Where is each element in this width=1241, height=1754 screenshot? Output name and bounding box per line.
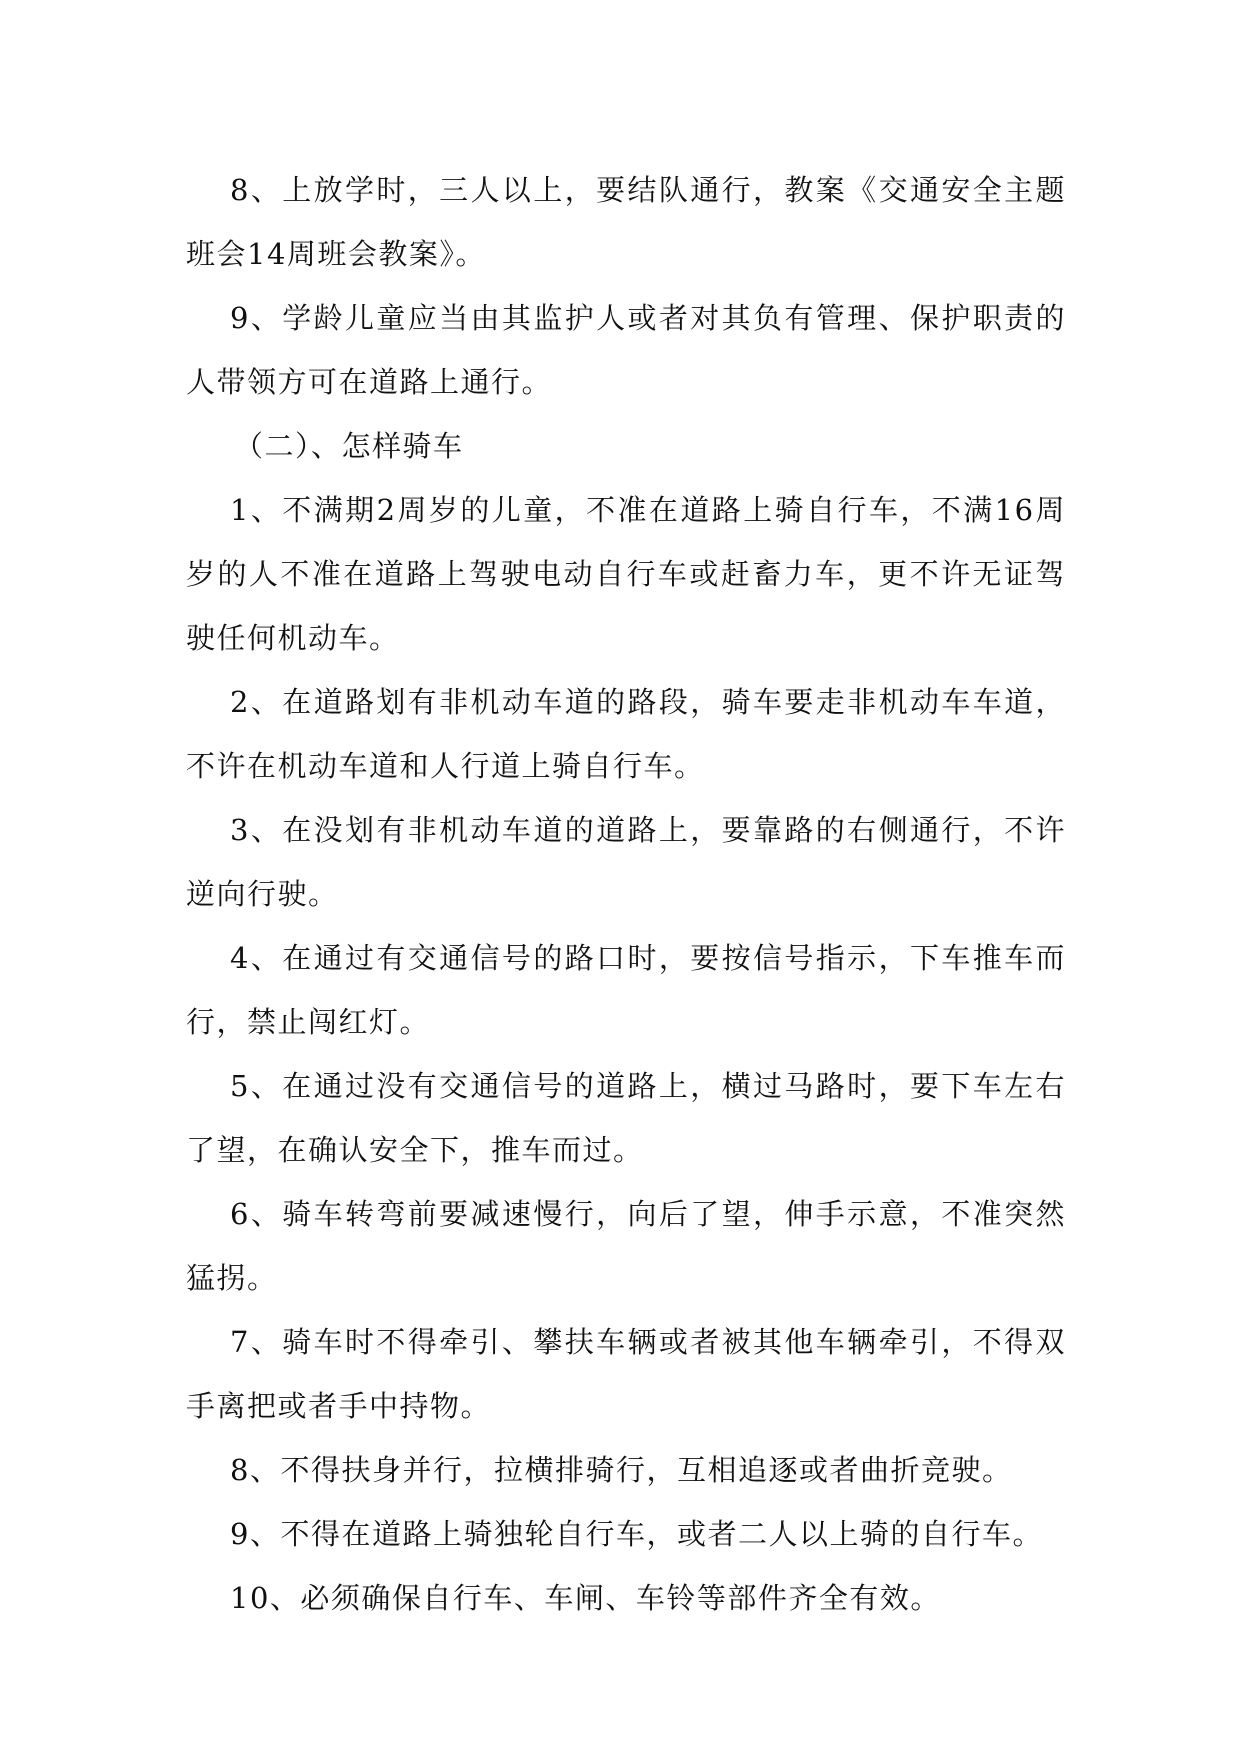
paragraph-cycling-rule-1: 1、不满期2周岁的儿童，不准在道路上骑自行车，不满16周岁的人不准在道路上驾驶电动自行车或赶畜力车，更不许无证驾驶任何机动车。	[186, 493, 1066, 655]
paragraph-cycling-rule-9: 9、不得在道路上骑独轮自行车，或者二人以上骑的自行车。	[230, 1517, 1043, 1551]
paragraph-cycling-rule-8: 8、不得扶身并行，拉横排骑行，互相追逐或者曲折竞驶。	[230, 1453, 1013, 1487]
paragraph-cycling-rule-3: 3、在没划有非机动车道的道路上，要靠路的右侧通行，不许逆向行驶。	[186, 813, 1066, 911]
paragraph-cycling-rule-2: 2、在道路划有非机动车道的路段，骑车要走非机动车车道，不许在机动车道和人行道上骑自行车。	[186, 685, 1066, 783]
paragraph-cycling-rule-10: 10、必须确保自行车、车闸、车铃等部件齐全有效。	[230, 1581, 941, 1615]
document-body	[186, 158, 1066, 1630]
paragraph-cycling-rule-4: 4、在通过有交通信号的路口时，要按信号指示，下车推车而行，禁止闯红灯。	[186, 941, 1066, 1039]
section-heading-cycling: （二）、怎样骑车	[234, 429, 464, 463]
paragraph-walking-rule-8: 8、上放学时，三人以上，要结队通行，教案《交通安全主题班会14周班会教案》。	[186, 173, 1066, 271]
paragraph-cycling-rule-6: 6、骑车转弯前要减速慢行，向后了望，伸手示意，不准突然猛拐。	[186, 1197, 1066, 1295]
paragraph-walking-rule-9: 9、学龄儿童应当由其监护人或者对其负有管理、保护职责的人带领方可在道路上通行。	[186, 301, 1066, 399]
paragraph-cycling-rule-7: 7、骑车时不得牵引、攀扶车辆或者被其他车辆牵引，不得双手离把或者手中持物。	[186, 1325, 1066, 1423]
paragraph-cycling-rule-5: 5、在通过没有交通信号的道路上，横过马路时，要下车左右了望，在确认安全下，推车而过。	[186, 1069, 1066, 1167]
